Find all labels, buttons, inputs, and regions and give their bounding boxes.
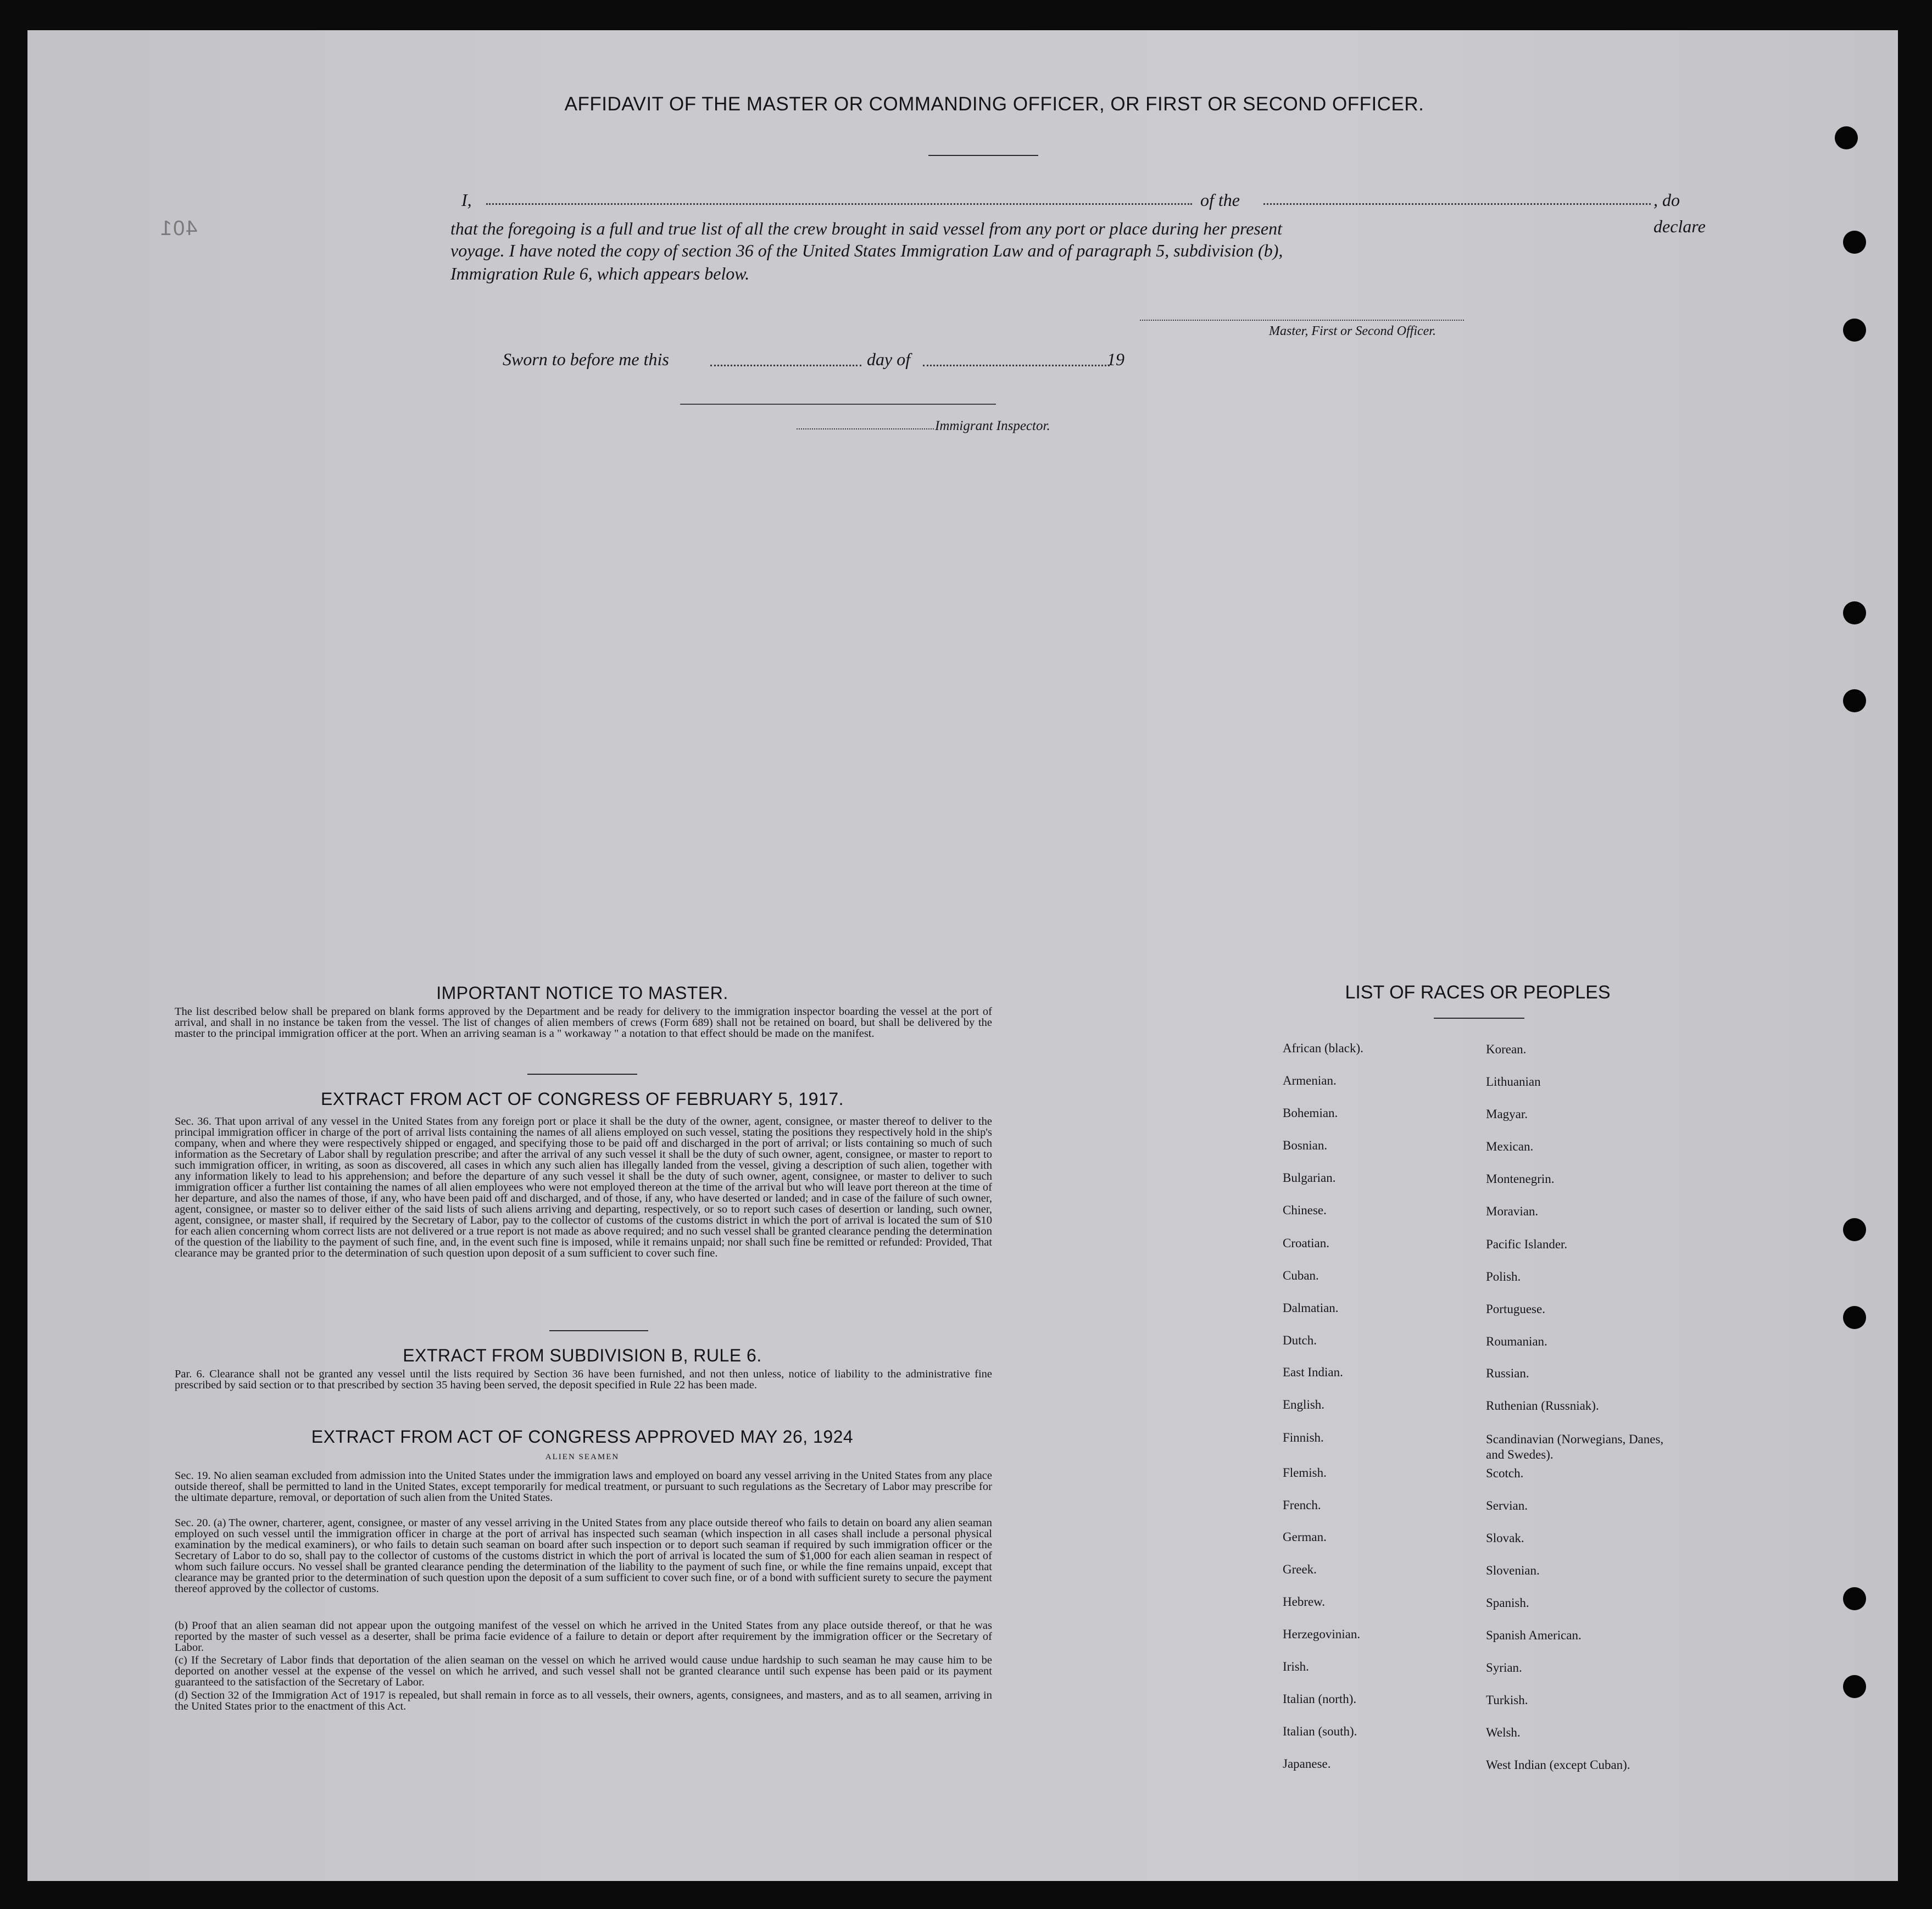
- race-item: Servian.: [1486, 1499, 1528, 1512]
- race-item: Polish.: [1486, 1270, 1521, 1283]
- race-item: Irish.: [1283, 1660, 1309, 1673]
- day-blank[interactable]: [710, 365, 861, 366]
- race-item: Chinese.: [1283, 1203, 1327, 1217]
- affidavit-line-3: voyage. I have noted the copy of section 36 of the United States Immigration Law and of paragraph 5, subdivision (b),: [450, 241, 1283, 260]
- race-item: Russian.: [1486, 1366, 1529, 1380]
- race-item: Syrian.: [1486, 1661, 1522, 1674]
- sworn-text: Sworn to before me this: [503, 349, 669, 369]
- race-item: Japanese.: [1283, 1757, 1331, 1771]
- divider: [549, 1330, 648, 1331]
- race-item: Slovak.: [1486, 1531, 1524, 1545]
- notice-text: The list described below shall be prepared on blank forms approved by the Department and be ready for delivery to the immigration inspector boarding the vessel at the port of arrival, and shall in no instance be taken from the vessel. The list of changes of alien members of crews (Form 689) shall not be retained on board, but shall be delivered by the master to the principal immigration officer at the port. When an arriving seaman is a " workaway " a notation to that effect should be made on the manifest.: [175, 1006, 992, 1040]
- race-item: Spanish.: [1486, 1596, 1529, 1610]
- punch-hole-mark: [1843, 1306, 1866, 1329]
- sworn-line: [503, 346, 1162, 373]
- race-item: Mexican.: [1486, 1140, 1534, 1153]
- race-item: Dutch.: [1283, 1333, 1317, 1347]
- race-item: German.: [1283, 1530, 1327, 1544]
- sec-20d-text: (d) Section 32 of the Immigration Act of 1917 is repealed, but shall remain in force as to all vessels, their owners, agents, consignees, and masters, and as to all seamen, arriving in the United States prior to the enactment of this Act.: [175, 1689, 992, 1712]
- race-item: Italian (north).: [1283, 1692, 1357, 1706]
- affidavit-line-4: Immigration Rule 6, which appears below.: [450, 264, 750, 283]
- year-text: 19: [1107, 349, 1124, 369]
- reversed-stamp-number: 401: [159, 217, 198, 240]
- races-column-2: [1486, 1042, 1706, 1783]
- extract-1924-title: EXTRACT FROM ACT OF CONGRESS APPROVED MAY 26, 1924: [311, 1427, 854, 1447]
- race-item: French.: [1283, 1498, 1321, 1512]
- race-item: Herzegovinian.: [1283, 1627, 1361, 1641]
- punch-hole-mark: [1843, 1587, 1866, 1610]
- race-item: Slovenian.: [1486, 1564, 1540, 1577]
- race-item: Scotch.: [1486, 1466, 1524, 1480]
- race-item: Montenegrin.: [1486, 1172, 1555, 1186]
- race-item: Italian (south).: [1283, 1724, 1357, 1738]
- race-item: English.: [1283, 1398, 1325, 1411]
- punch-hole-mark: [1843, 1675, 1866, 1698]
- race-item: Moravian.: [1486, 1204, 1539, 1218]
- master-label: Master, First or Second Officer.: [1269, 324, 1436, 338]
- race-item: Portuguese.: [1486, 1302, 1545, 1316]
- extract-1924-subtitle: ALIEN SEAMEN: [545, 1453, 620, 1461]
- race-item: Magyar.: [1486, 1107, 1528, 1121]
- affidavit-of-the: of the: [1200, 190, 1240, 210]
- month-blank[interactable]: [923, 365, 1110, 366]
- affidavit-declare: , do declare: [1653, 190, 1706, 236]
- vessel-blank[interactable]: [1263, 203, 1651, 205]
- day-of-text: day of: [867, 349, 911, 369]
- race-item: African (black).: [1283, 1041, 1363, 1055]
- race-item: Bohemian.: [1283, 1106, 1338, 1120]
- race-item: Hebrew.: [1283, 1595, 1326, 1609]
- divider: [527, 1074, 637, 1075]
- extract-1917-text: Sec. 36. That upon arrival of any vessel in the United States from any foreign port or place it shall be the duty of the owner, agent, consignee, or master thereof to deliver to the principal immigration officer in charge of the port of arrival lists containing the names of all aliens employed on such vessel, stating the positions they respectively hold in the ship's company, when and where they were respectively shipped or engaged, and specifying those to be paid off and discharged in the port of arrival; or lists containing so much of such information as the Secretary of Labor shall by regulation prescribe; and after the arrival of any such vessel it shall be the duty of such owner, agent, consignee, or master to report to such immigration officer, in writing, as soon as discovered, all cases in which any such alien has illegally landed from the vessel, giving a description of such alien, together with any information likely to lead to his apprehension; and before the departure of any such vessel it shall be the duty of such owner, agent, consignee, or master to deliver to such immigration officer a further list containing the names of all alien employees who were not employed thereon at the time of the arrival but who will leave port thereon at the time of her departure, and also the names of those, if any, who have been paid off and discharged, and of those, if any, who have deserted or landed; and in case of the failure of such owner, agent, consignee, or master so to deliver either of the said lists of such aliens arriving and departing, respectively, or so to report such cases of desertion or landing, such owner, agent, consignee, or master shall, if required by the Secretary of Labor, pay to the collector of customs of the customs district in which the port of arrival is located the sum of $10 for each alien concerning whom correct lists are not delivered or a true report is not made as above required; and no such vessel shall be granted clearance pending the determination of the question of the liability to the payment of such fine, and, in the event such fine is imposed, while it remains unpaid; nor shall such fine be remitted or refunded: Provided, That clearance may be granted prior to the determination of such question upon deposit of a sum sufficient to cover such fine.: [175, 1115, 992, 1259]
- punch-hole-mark: [1843, 231, 1866, 254]
- race-item: Bulgarian.: [1283, 1171, 1336, 1185]
- extract-rule6-title: EXTRACT FROM SUBDIVISION B, RULE 6.: [403, 1346, 762, 1365]
- extract-rule6-text: Par. 6. Clearance shall not be granted any vessel until the lists required by Section 36 have been furnished, and not then unless, notice of liability to the administrative fine prescribed by said section or to that prescribed by section 35 having been served, the deposit specified in Rule 22 has been made.: [175, 1368, 992, 1391]
- race-item: East Indian.: [1283, 1365, 1343, 1379]
- sec-20a-text: Sec. 20. (a) The owner, charterer, agent, consignee, or master of any vessel arriving in the United States from any place outside thereof who fails to detain on board any alien seaman employed on such vessel until the immigration officer in charge at the port of arrival has inspected such seaman (which inspection in all cases shall include a personal physical examination by the medical examiners), or who fails to detain such seaman on board after such inspection or to deport such seaman if required by such immigration officer or the Secretary of Labor to do so, shall pay to the collector of customs of the customs district in which the port of arrival is located the sum of $1,000 for each alien seaman in respect of whom such failure occurs. No vessel shall be granted clearance pending the determination of the liability to the payment of such fine, or while the fine remains unpaid, except that clearance may be granted prior to the determination of such question upon the deposit of a sum sufficient to cover such fine, or of a bond with sufficient surety to secure the payment thereof approved by the collector of customs.: [175, 1517, 992, 1595]
- punch-hole-mark: [1843, 319, 1866, 342]
- race-item: Greek.: [1283, 1562, 1317, 1576]
- extract-1917-title: EXTRACT FROM ACT OF CONGRESS OF FEBRUARY 5, 1917.: [320, 1089, 844, 1109]
- race-item: Dalmatian.: [1283, 1301, 1339, 1315]
- inspector-signature-line: [680, 404, 996, 405]
- race-item: Welsh.: [1486, 1726, 1521, 1739]
- inspector-blank[interactable]: [797, 428, 934, 429]
- race-item: Korean.: [1486, 1042, 1527, 1056]
- race-item: Croatian.: [1283, 1236, 1329, 1250]
- punch-hole-mark: [1843, 689, 1866, 712]
- punch-hole-mark: [1835, 126, 1858, 149]
- race-item: Armenian.: [1283, 1074, 1337, 1087]
- race-item: Roumanian.: [1486, 1335, 1547, 1348]
- sec-20b-text: (b) Proof that an alien seaman did not appear upon the outgoing manifest of the vessel on which he arrived in the United States from any place outside thereof, or that he was reported by the master of such vessel as a deserter, shall be prima facie evidence of a failure to detain or deport after requirement by the immigration officer or the Secretary of Labor.: [175, 1620, 992, 1654]
- race-item: Turkish.: [1486, 1693, 1528, 1707]
- race-item: Scandinavian (Norwegians, Danes, and Swedes).: [1486, 1432, 1664, 1461]
- race-item: Bosnian.: [1283, 1138, 1328, 1152]
- races-column-1: [1283, 1041, 1464, 1782]
- name-blank[interactable]: [486, 203, 1192, 205]
- race-item: Cuban.: [1283, 1269, 1319, 1282]
- race-item: Pacific Islander.: [1486, 1237, 1568, 1251]
- races-title: LIST OF RACES OR PEOPLES: [1345, 982, 1611, 1003]
- race-item: Spanish American.: [1486, 1628, 1582, 1642]
- inspector-label: Immigrant Inspector.: [935, 418, 1050, 433]
- affidavit-line-2: that the foregoing is a full and true list of all the crew brought in said vessel from any port or place during her present: [450, 219, 1282, 238]
- sec-19-text: Sec. 19. No alien seaman excluded from admission into the United States under the immigration laws and employed on board any vessel arriving in the United States from any place outside thereof, shall be permitted to land in the United States, except temporarily for medical treatment, or pursuant to such regulations as the Secretary of Labor may prescribe for the ultimate departure, removal, or deportation of such alien from the United States.: [175, 1470, 992, 1504]
- notice-title: IMPORTANT NOTICE TO MASTER.: [436, 983, 728, 1003]
- races-underline: [1434, 1018, 1524, 1019]
- title-underline: [928, 155, 1038, 156]
- affidavit-title: AFFIDAVIT OF THE MASTER OR COMMANDING OFFICER, OR FIRST OR SECOND OFFICER.: [564, 93, 1424, 115]
- punch-hole-mark: [1843, 1218, 1866, 1241]
- sec-20c-text: (c) If the Secretary of Labor finds that deportation of the alien seaman on the vessel on which he arrived would cause undue hardship to such seaman he may cause him to be deported on another vessel at the expense of the vessel on which he arrived, and such vessel shall not be granted clearance until such expense has been paid or its payment guaranteed to the satisfaction of the Secretary of Labor.: [175, 1654, 992, 1688]
- affidavit-i: I,: [461, 190, 472, 210]
- race-item: Finnish.: [1283, 1431, 1324, 1444]
- race-item: Flemish.: [1283, 1466, 1327, 1480]
- race-item: Ruthenian (Russniak).: [1486, 1399, 1599, 1413]
- master-signature-blank[interactable]: [1140, 320, 1464, 321]
- race-item: Lithuanian: [1486, 1075, 1541, 1089]
- race-item: West Indian (except Cuban).: [1486, 1758, 1630, 1772]
- punch-hole-mark: [1843, 601, 1866, 624]
